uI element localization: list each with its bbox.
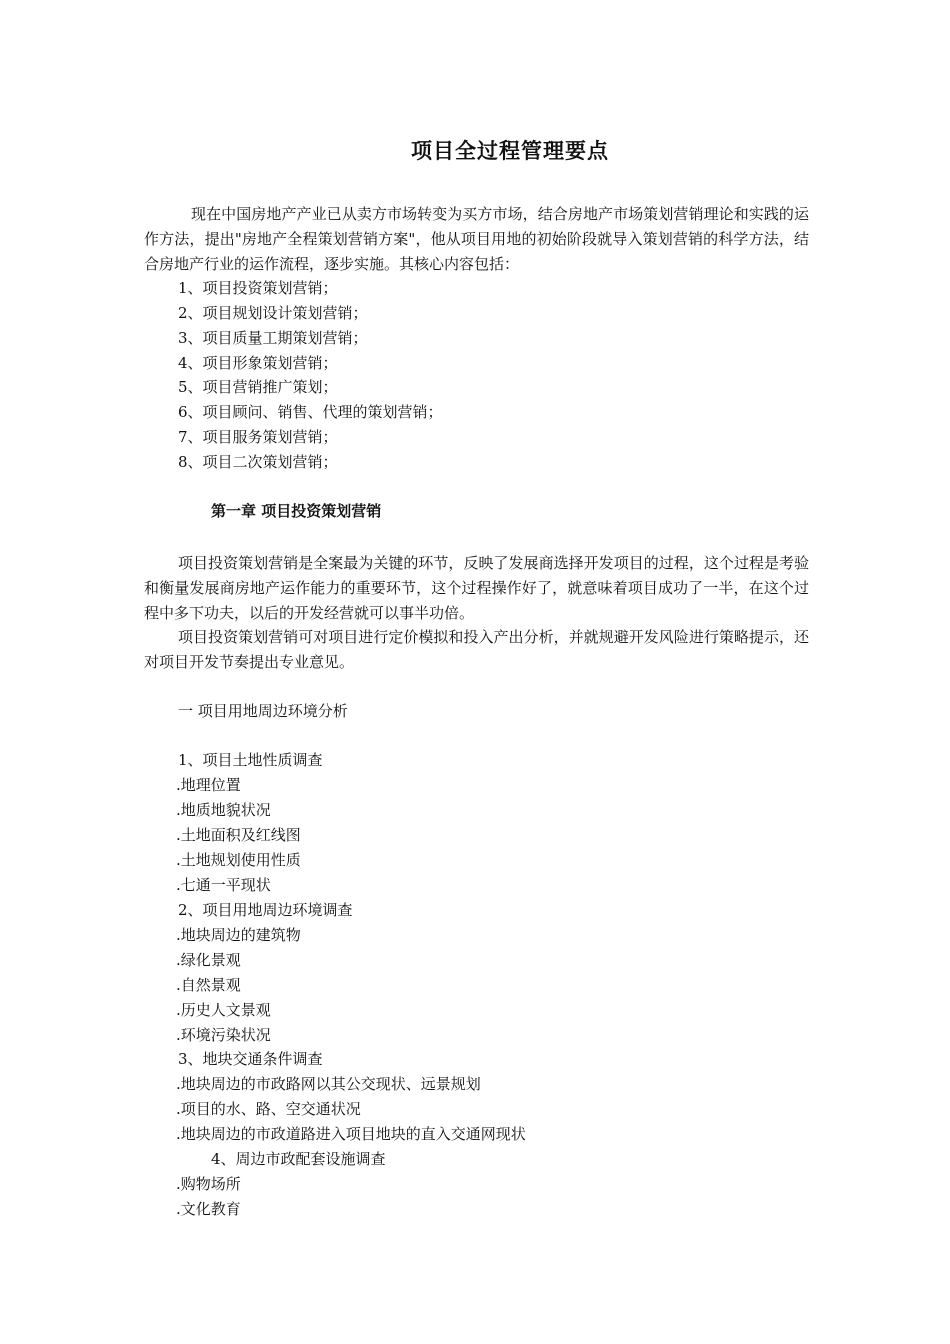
core-item: 2、项目规划设计策划营销；	[178, 304, 368, 322]
core-item: 6、项目顾问、销售、代理的策划营销；	[178, 403, 443, 421]
chapter-paragraph: 项目投资策划营销是全案最为关键的环节，反映了发展商选择开发项目的过程，这个过程是考验和衡量发展商房地产运作能力的重要环节，这个过程操作好了，就意味着项目成功了一半，在这个过程中多下功夫，以后的开发经营就可以事半功倍。	[144, 554, 809, 622]
core-item: 3、项目质量工期策划营销；	[178, 329, 368, 347]
outline-item: .地块周边的建筑物	[176, 926, 301, 944]
outline-item: .项目的水、路、空交通状况	[176, 1100, 361, 1118]
outline-subheading: 1、项目土地性质调查	[178, 751, 323, 769]
outline-item: .土地面积及红线图	[176, 826, 301, 844]
core-item: 8、项目二次策划营销；	[178, 453, 338, 471]
document-title: 项目全过程管理要点	[411, 138, 609, 163]
core-item: 4、项目形象策划营销；	[178, 354, 338, 372]
chapter-paragraph: 项目投资策划营销可对项目进行定价模拟和投入产出分析，并就规避开发风险进行策略提示，还对项目开发节奏提出专业意见。	[144, 628, 809, 671]
outline-item: .自然景观	[176, 976, 241, 994]
core-item: 1、项目投资策划营销；	[178, 279, 338, 297]
chapter-heading: 第一章 项目投资策划营销	[211, 502, 382, 520]
section-heading: 一 项目用地周边环境分析	[178, 702, 348, 720]
intro-paragraph: 现在中国房地产产业已从卖方市场转变为买方市场，结合房地产市场策划营销理论和实践的运作方法，提出"房地产全程策划营销方案"，他从项目用地的初始阶段就导入策划营销的科学方法，结合房地产行业的运作流程，逐步实施。其核心内容包括：	[144, 205, 809, 273]
outline-item: .购物场所	[176, 1175, 241, 1193]
outline-item: .地质地貌状况	[176, 801, 271, 819]
outline-item: .绿化景观	[176, 951, 241, 969]
outline-item: .文化教育	[176, 1200, 241, 1218]
outline-item: .环境污染状况	[176, 1026, 271, 1044]
outline-subheading: 2、项目用地周边环境调查	[178, 901, 353, 919]
core-item: 7、项目服务策划营销；	[178, 428, 338, 446]
outline-item: .历史人文景观	[176, 1001, 271, 1019]
outline-item: .土地规划使用性质	[176, 851, 301, 869]
outline-item: .地块周边的市政路网以其公交现状、远景规划	[176, 1075, 481, 1093]
outline-subheading: 4、周边市政配套设施调查	[211, 1150, 386, 1168]
outline-item: .七通一平现状	[176, 876, 271, 894]
outline-item: .地块周边的市政道路进入项目地块的直入交通网现状	[176, 1125, 526, 1143]
outline-item: .地理位置	[176, 776, 241, 794]
core-item: 5、项目营销推广策划；	[178, 378, 338, 396]
outline-subheading: 3、地块交通条件调查	[178, 1050, 323, 1068]
